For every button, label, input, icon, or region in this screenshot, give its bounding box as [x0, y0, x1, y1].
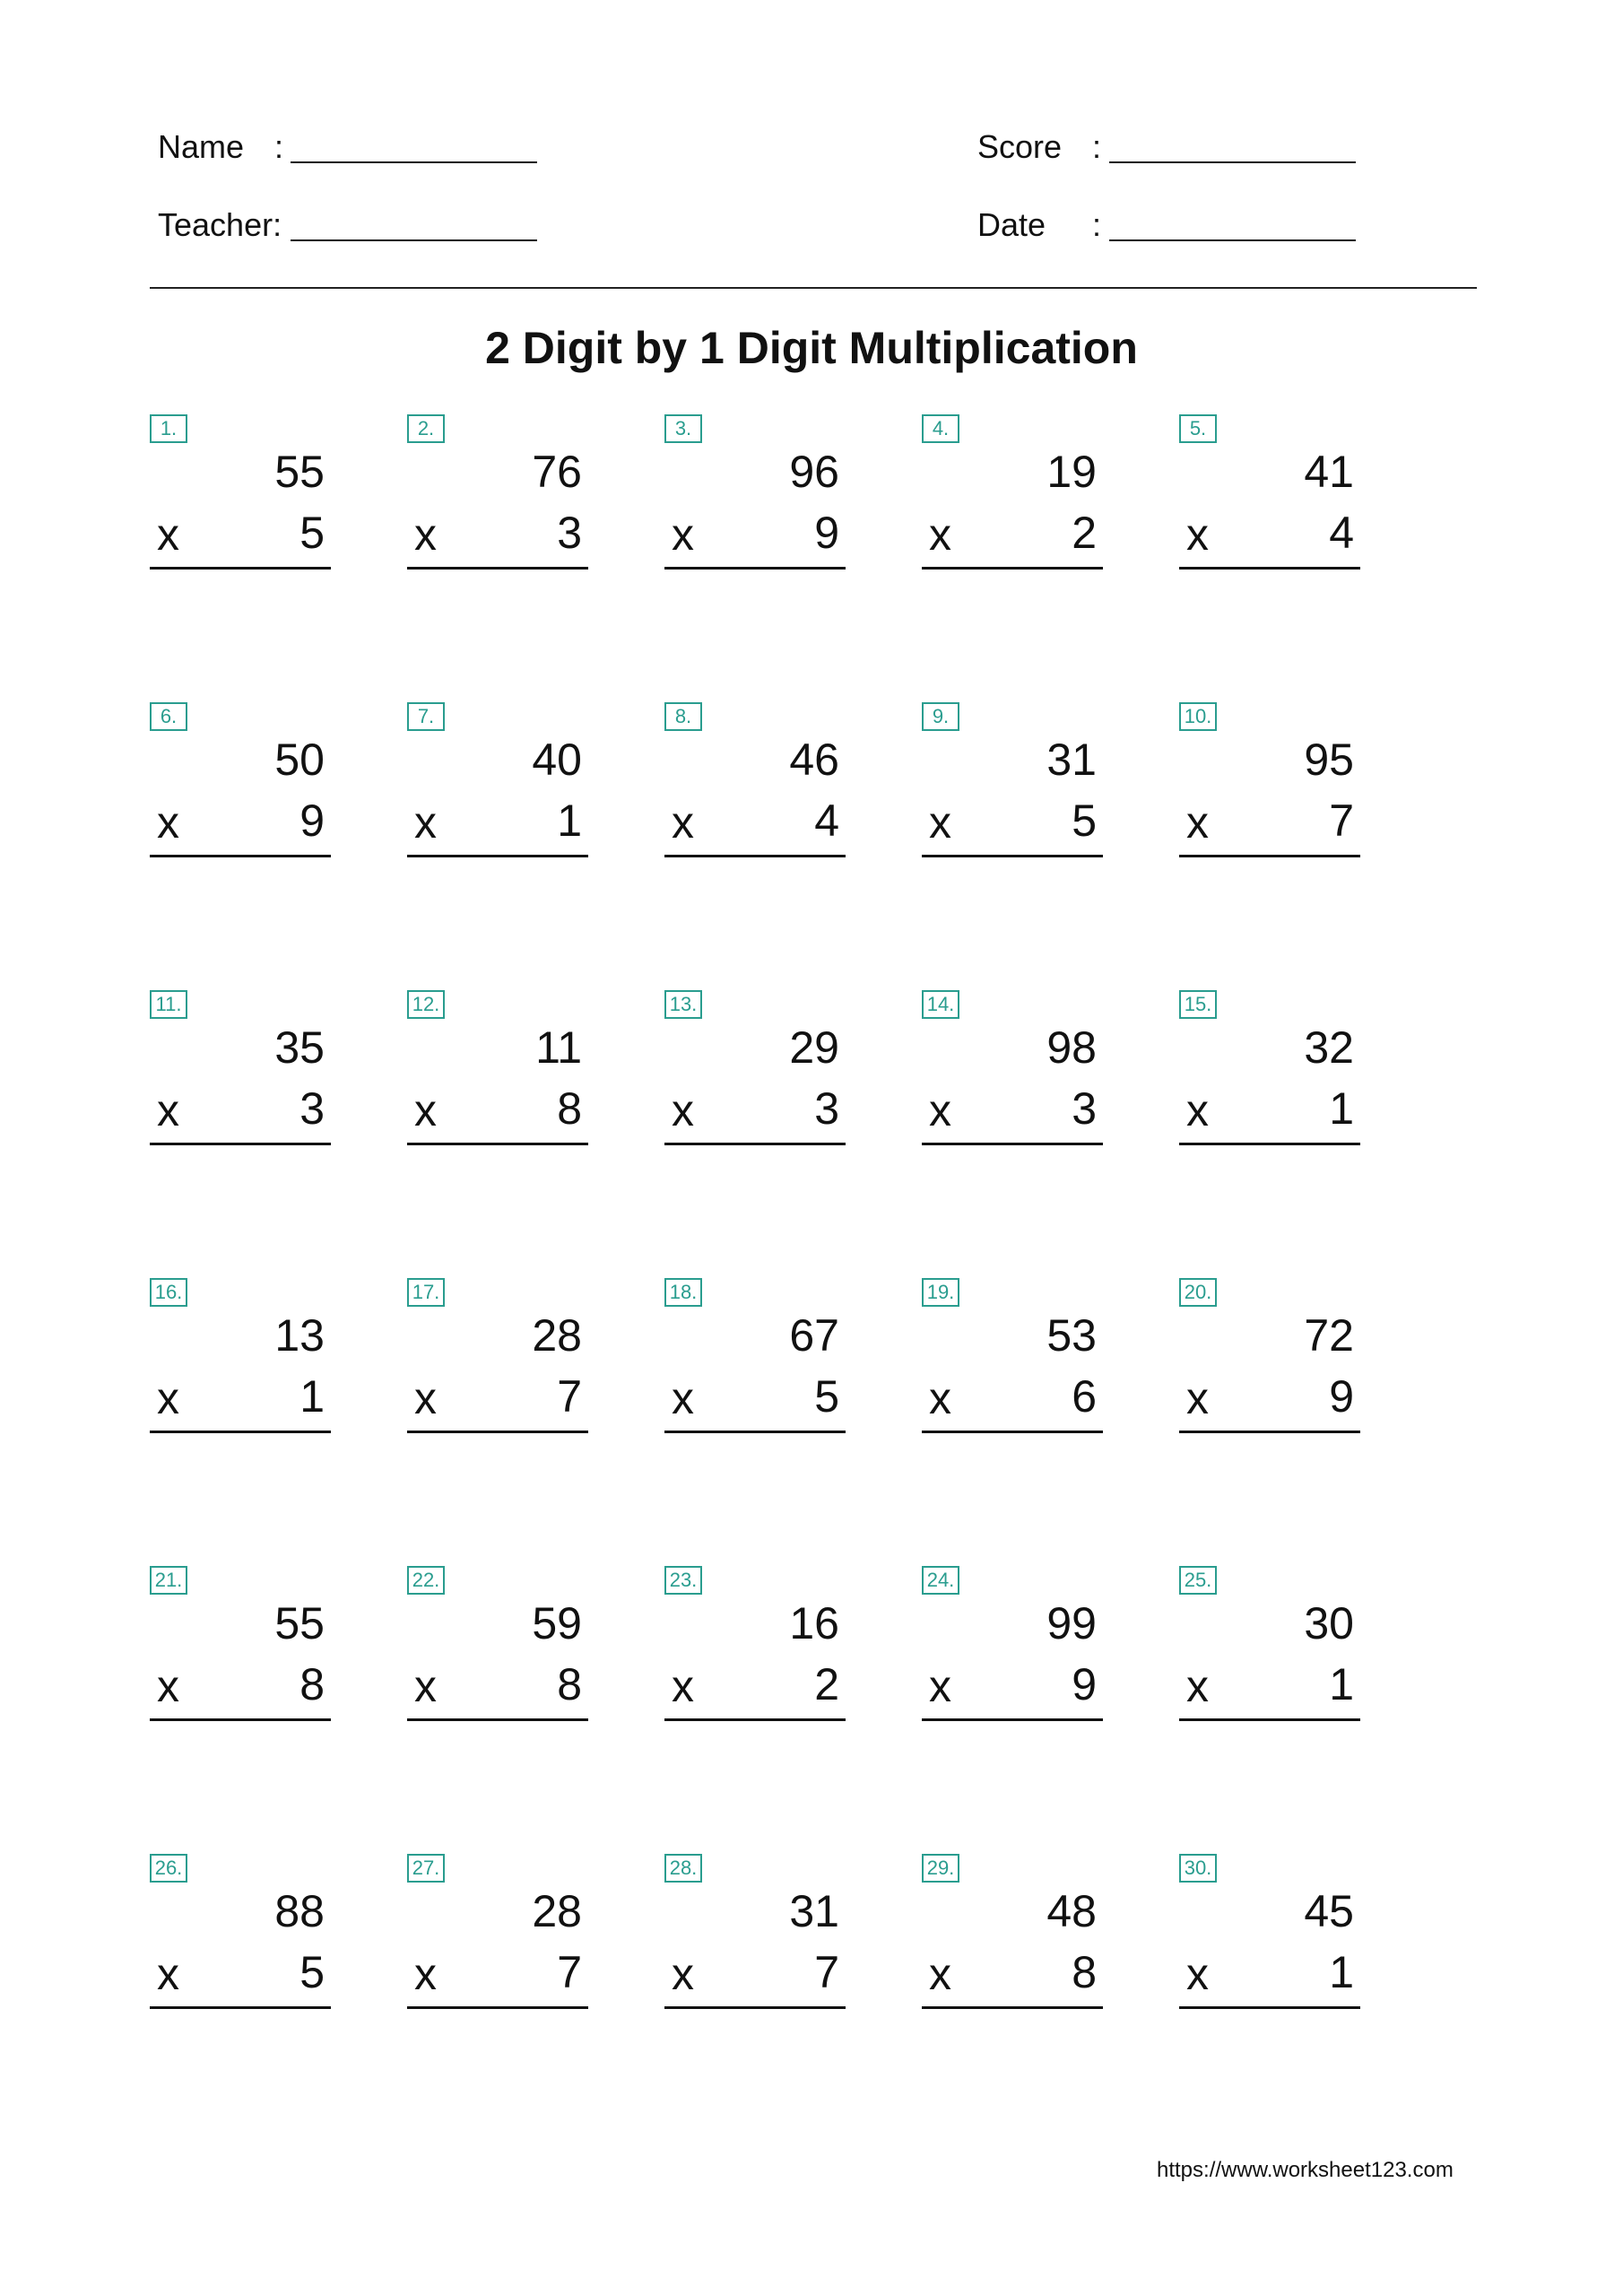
- multiplier: 1: [1329, 1083, 1354, 1134]
- problem-item: [150, 702, 334, 864]
- multiply-sign: x: [1186, 1661, 1209, 1711]
- multiplier: 8: [557, 1083, 582, 1134]
- answer-line[interactable]: [922, 1718, 1103, 1721]
- multiplier: 3: [814, 1083, 839, 1134]
- answer-line[interactable]: [664, 1718, 846, 1721]
- multiplier: 1: [557, 796, 582, 846]
- multiplier: 9: [1329, 1371, 1354, 1422]
- answer-line[interactable]: [664, 1431, 846, 1433]
- problem-item: [664, 1566, 848, 1727]
- multiplicand: 88: [274, 1886, 325, 1936]
- multiplier: 1: [1329, 1659, 1354, 1709]
- multiplier: 3: [557, 508, 582, 558]
- multiply-sign: x: [1186, 797, 1209, 848]
- answer-line[interactable]: [664, 567, 846, 570]
- answer-line[interactable]: [407, 567, 588, 570]
- multiplicand: 13: [274, 1310, 325, 1361]
- problem-number-badge: 25.: [1179, 1566, 1217, 1595]
- multiplicand: 48: [1046, 1886, 1097, 1936]
- problem-number-badge: 19.: [922, 1278, 959, 1307]
- problem-number-badge: 26.: [150, 1854, 187, 1883]
- multiplicand: 11: [535, 1022, 582, 1073]
- problem-number-badge: 22.: [407, 1566, 445, 1595]
- multiply-sign: x: [929, 1373, 951, 1423]
- multiplier: 8: [557, 1659, 582, 1709]
- header-divider: [150, 287, 1477, 289]
- answer-line[interactable]: [922, 1431, 1103, 1433]
- problem-number-badge: 14.: [922, 990, 959, 1019]
- multiplier: 5: [299, 1947, 325, 1997]
- problem-number-badge: 24.: [922, 1566, 959, 1595]
- multiplier: 4: [1329, 508, 1354, 558]
- teacher-field[interactable]: [291, 239, 537, 241]
- multiplier: 5: [1072, 796, 1097, 846]
- problem-item: [150, 414, 334, 576]
- problem-number-badge: 2.: [407, 414, 445, 443]
- problem-item: [150, 1854, 334, 2015]
- multiplicand: 28: [532, 1310, 582, 1361]
- multiplier: 6: [1072, 1371, 1097, 1422]
- answer-line[interactable]: [407, 2006, 588, 2009]
- multiplier: 1: [1329, 1947, 1354, 1997]
- multiplier: 2: [1072, 508, 1097, 558]
- multiplicand: 35: [274, 1022, 325, 1073]
- multiply-sign: x: [1186, 1949, 1209, 1999]
- footer-url: https://www.worksheet123.com: [1157, 2158, 1454, 2182]
- multiply-sign: x: [929, 509, 951, 560]
- answer-line[interactable]: [664, 1143, 846, 1145]
- answer-line[interactable]: [150, 567, 331, 570]
- problem-number-badge: 12.: [407, 990, 445, 1019]
- problem-item: [150, 990, 334, 1152]
- name-colon: :: [274, 128, 284, 165]
- multiply-sign: x: [157, 797, 179, 848]
- answer-line[interactable]: [922, 567, 1103, 570]
- multiply-sign: x: [157, 1373, 179, 1423]
- problem-item: [922, 1278, 1106, 1439]
- multiply-sign: x: [157, 1661, 179, 1711]
- problem-item: [407, 1566, 591, 1727]
- multiplicand: 45: [1304, 1886, 1354, 1936]
- problem-number-badge: 20.: [1179, 1278, 1217, 1307]
- multiplicand: 53: [1046, 1310, 1097, 1361]
- multiplicand: 40: [532, 735, 582, 785]
- multiplicand: 55: [274, 447, 325, 497]
- problem-number-badge: 17.: [407, 1278, 445, 1307]
- problem-number-badge: 23.: [664, 1566, 702, 1595]
- answer-line[interactable]: [664, 2006, 846, 2009]
- score-field[interactable]: [1109, 161, 1356, 163]
- problem-item: [664, 1854, 848, 2015]
- multiply-sign: x: [929, 1661, 951, 1711]
- problem-number-badge: 28.: [664, 1854, 702, 1883]
- multiplicand: 96: [789, 447, 839, 497]
- multiplicand: 31: [789, 1886, 839, 1936]
- problem-number-badge: 5.: [1179, 414, 1217, 443]
- answer-line[interactable]: [1179, 1431, 1360, 1433]
- problem-number-badge: 11.: [150, 990, 187, 1019]
- multiplicand: 19: [1046, 447, 1097, 497]
- multiply-sign: x: [1186, 509, 1209, 560]
- multiplicand: 72: [1304, 1310, 1354, 1361]
- multiplier: 7: [557, 1947, 582, 1997]
- answer-line[interactable]: [664, 855, 846, 857]
- multiplier: 9: [299, 796, 325, 846]
- problem-number-badge: 9.: [922, 702, 959, 731]
- problem-item: [664, 990, 848, 1152]
- answer-line[interactable]: [1179, 2006, 1360, 2009]
- multiplicand: 76: [532, 447, 582, 497]
- problem-item: [922, 702, 1106, 864]
- problem-number-badge: 30.: [1179, 1854, 1217, 1883]
- problem-item: [1179, 702, 1363, 864]
- multiply-sign: x: [672, 1085, 694, 1135]
- problem-item: [1179, 1566, 1363, 1727]
- problem-number-badge: 10.: [1179, 702, 1217, 731]
- problem-item: [407, 414, 591, 576]
- multiply-sign: x: [157, 509, 179, 560]
- multiplier: 5: [299, 508, 325, 558]
- problem-item: [407, 990, 591, 1152]
- multiplicand: 29: [789, 1022, 839, 1073]
- problem-item: [407, 1278, 591, 1439]
- score-label: Score: [977, 128, 1063, 165]
- multiplicand: 55: [274, 1598, 325, 1648]
- multiply-sign: x: [672, 797, 694, 848]
- multiply-sign: x: [414, 509, 437, 560]
- score-colon: :: [1092, 128, 1102, 165]
- multiplier: 7: [1329, 796, 1354, 846]
- answer-line[interactable]: [407, 1431, 588, 1433]
- problem-item: [1179, 1854, 1363, 2015]
- problem-item: [1179, 990, 1363, 1152]
- problem-item: [407, 1854, 591, 2015]
- multiply-sign: x: [414, 1661, 437, 1711]
- multiplicand: 30: [1304, 1598, 1354, 1648]
- multiplicand: 46: [789, 735, 839, 785]
- problem-number-badge: 13.: [664, 990, 702, 1019]
- problem-item: [922, 1566, 1106, 1727]
- multiplicand: 31: [1046, 735, 1097, 785]
- multiplicand: 50: [274, 735, 325, 785]
- multiply-sign: x: [157, 1949, 179, 1999]
- problem-number-badge: 7.: [407, 702, 445, 731]
- multiply-sign: x: [157, 1085, 179, 1135]
- multiplier: 8: [299, 1659, 325, 1709]
- multiply-sign: x: [672, 509, 694, 560]
- multiplier: 2: [814, 1659, 839, 1709]
- multiply-sign: x: [1186, 1373, 1209, 1423]
- multiplier: 1: [299, 1371, 325, 1422]
- answer-line[interactable]: [150, 1718, 331, 1721]
- multiply-sign: x: [672, 1661, 694, 1711]
- answer-line[interactable]: [407, 1143, 588, 1145]
- multiply-sign: x: [414, 1373, 437, 1423]
- answer-line[interactable]: [1179, 855, 1360, 857]
- problem-item: [664, 702, 848, 864]
- multiply-sign: x: [414, 797, 437, 848]
- answer-line[interactable]: [922, 855, 1103, 857]
- problem-item: [664, 414, 848, 576]
- multiply-sign: x: [1186, 1085, 1209, 1135]
- multiplier: 9: [814, 508, 839, 558]
- problem-number-badge: 1.: [150, 414, 187, 443]
- multiply-sign: x: [414, 1085, 437, 1135]
- multiplicand: 99: [1046, 1598, 1097, 1648]
- answer-line[interactable]: [407, 855, 588, 857]
- problem-number-badge: 6.: [150, 702, 187, 731]
- problem-item: [922, 414, 1106, 576]
- answer-line[interactable]: [150, 1431, 331, 1433]
- multiplicand: 98: [1046, 1022, 1097, 1073]
- problem-item: [150, 1566, 334, 1727]
- teacher-label: Teacher:: [158, 206, 282, 243]
- answer-line[interactable]: [922, 1143, 1103, 1145]
- name-label: Name: [158, 128, 245, 165]
- multiply-sign: x: [672, 1373, 694, 1423]
- problem-item: [1179, 1278, 1363, 1439]
- multiplier: 7: [557, 1371, 582, 1422]
- date-label: Date: [977, 206, 1046, 243]
- multiplicand: 95: [1304, 735, 1354, 785]
- multiply-sign: x: [929, 1085, 951, 1135]
- multiplier: 3: [299, 1083, 325, 1134]
- answer-line[interactable]: [150, 2006, 331, 2009]
- multiply-sign: x: [414, 1949, 437, 1999]
- multiplier: 4: [814, 796, 839, 846]
- date-field[interactable]: [1109, 239, 1356, 241]
- multiplicand: 16: [789, 1598, 839, 1648]
- problem-number-badge: 4.: [922, 414, 959, 443]
- name-field[interactable]: [291, 161, 537, 163]
- problem-number-badge: 3.: [664, 414, 702, 443]
- answer-line[interactable]: [1179, 1143, 1360, 1145]
- problem-item: [1179, 414, 1363, 576]
- answer-line[interactable]: [1179, 1718, 1360, 1721]
- problem-number-badge: 15.: [1179, 990, 1217, 1019]
- problem-number-badge: 8.: [664, 702, 702, 731]
- answer-line[interactable]: [407, 1718, 588, 1721]
- multiplicand: 59: [532, 1598, 582, 1648]
- multiply-sign: x: [929, 797, 951, 848]
- problem-item: [922, 990, 1106, 1152]
- answer-line[interactable]: [922, 2006, 1103, 2009]
- multiplier: 3: [1072, 1083, 1097, 1134]
- answer-line[interactable]: [1179, 567, 1360, 570]
- multiply-sign: x: [929, 1949, 951, 1999]
- multiplicand: 32: [1304, 1022, 1354, 1073]
- problem-number-badge: 27.: [407, 1854, 445, 1883]
- date-colon: :: [1092, 206, 1102, 243]
- multiplier: 9: [1072, 1659, 1097, 1709]
- multiplier: 8: [1072, 1947, 1097, 1997]
- multiplier: 7: [814, 1947, 839, 1997]
- multiplier: 5: [814, 1371, 839, 1422]
- multiplicand: 41: [1304, 447, 1354, 497]
- worksheet-title: 2 Digit by 1 Digit Multiplication: [485, 323, 1138, 373]
- problem-number-badge: 16.: [150, 1278, 187, 1307]
- answer-line[interactable]: [150, 1143, 331, 1145]
- answer-line[interactable]: [150, 855, 331, 857]
- multiplicand: 67: [789, 1310, 839, 1361]
- multiply-sign: x: [672, 1949, 694, 1999]
- problem-item: [407, 702, 591, 864]
- problem-number-badge: 18.: [664, 1278, 702, 1307]
- problem-number-badge: 29.: [922, 1854, 959, 1883]
- problem-item: [922, 1854, 1106, 2015]
- problem-item: [664, 1278, 848, 1439]
- problem-item: [150, 1278, 334, 1439]
- problem-number-badge: 21.: [150, 1566, 187, 1595]
- multiplicand: 28: [532, 1886, 582, 1936]
